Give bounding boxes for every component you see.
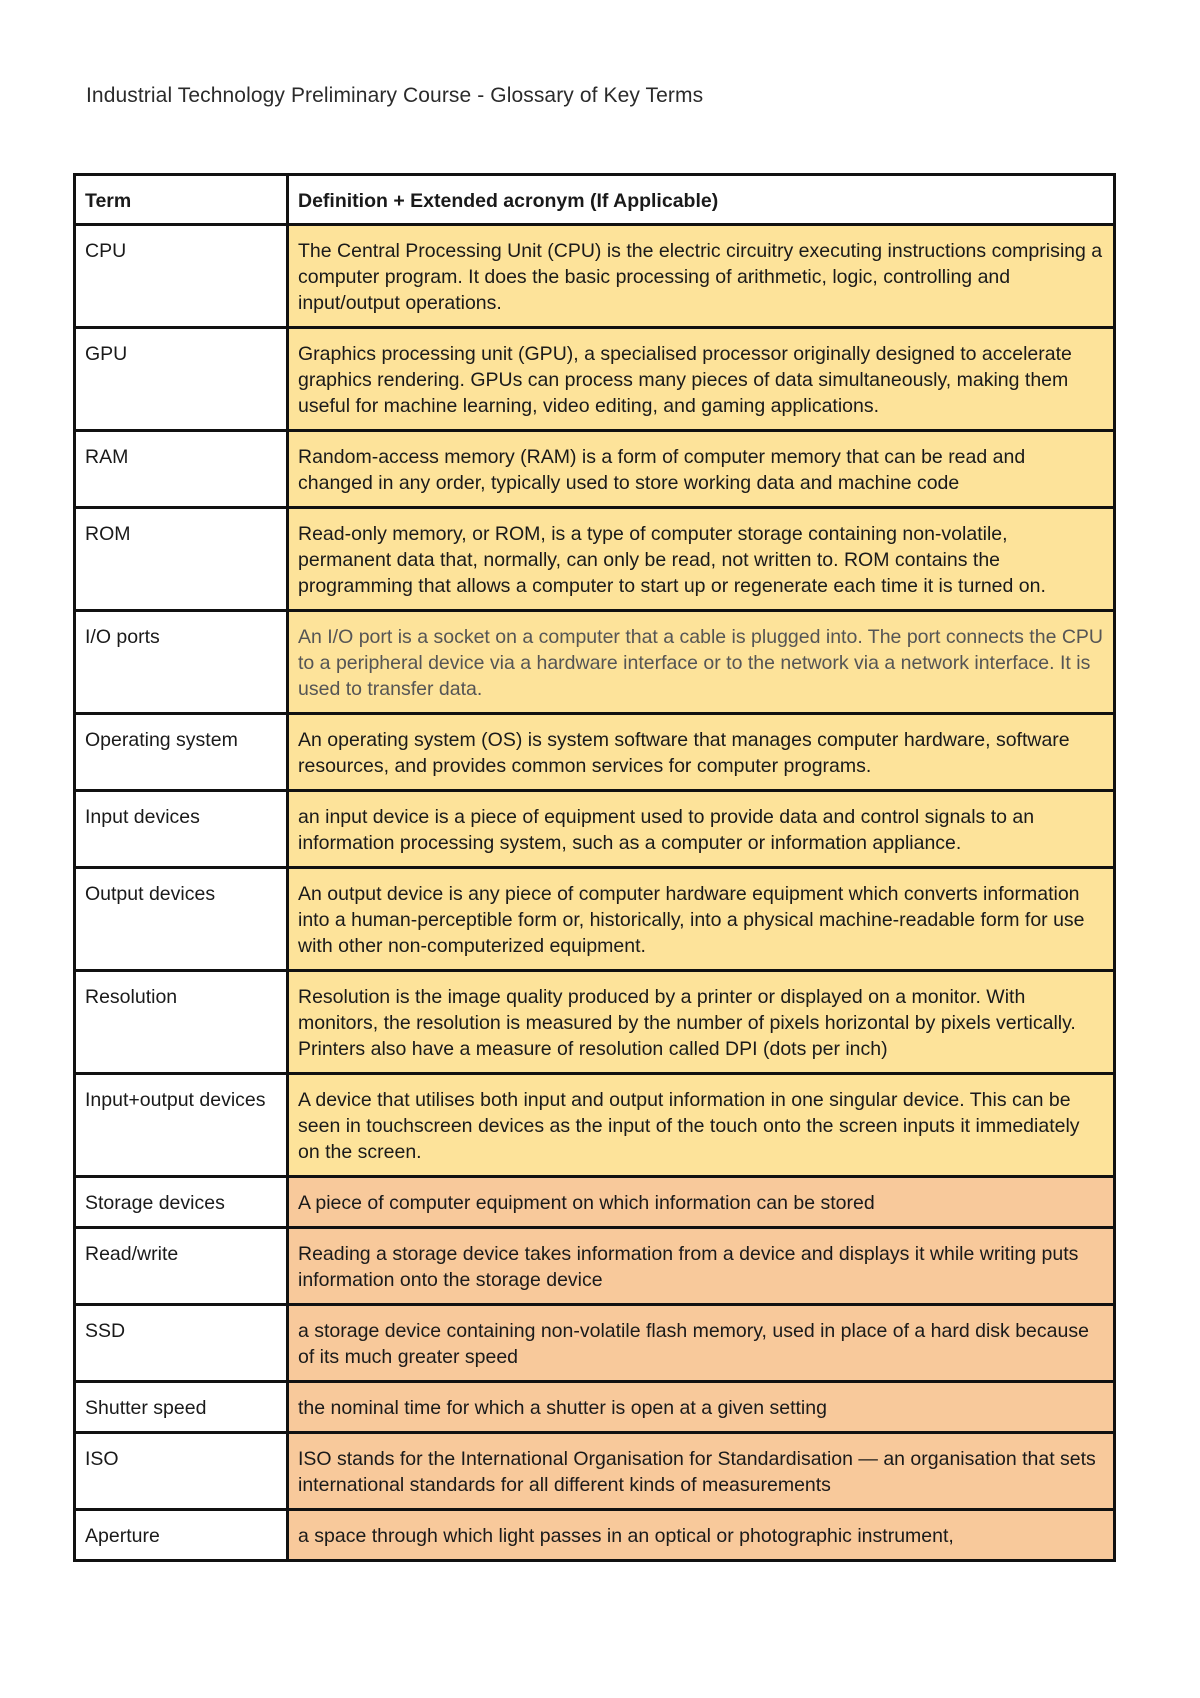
term-cell: Input+output devices (75, 1074, 288, 1177)
definition-cell: A device that utilises both input and output information in one singular device. This can be seen in touchscreen devices as the input of the touch onto the screen inputs it immediately on the screen. (288, 1074, 1115, 1177)
definition-column-header: Definition + Extended acronym (If Applicable) (288, 175, 1115, 225)
definition-cell: an input device is a piece of equipment used to provide data and control signals to an information processing system, such as a computer or information appliance. (288, 791, 1115, 868)
definition-cell: a storage device containing non-volatile flash memory, used in place of a hard disk because of its much greater speed (288, 1305, 1115, 1382)
table-header-row (75, 175, 1115, 225)
term-cell: ISO (75, 1433, 288, 1510)
term-column-header: Term (75, 175, 288, 225)
definition-cell: ISO stands for the International Organisation for Standardisation — an organisation that sets international standards for all different kinds of measurements (288, 1433, 1115, 1510)
term-cell: I/O ports (75, 611, 288, 714)
term-cell: SSD (75, 1305, 288, 1382)
definition-cell: Reading a storage device takes information from a device and displays it while writing puts information onto the storage device (288, 1228, 1115, 1305)
document-title: Industrial Technology Preliminary Course - Glossary of Key Terms (86, 84, 704, 107)
term-cell: RAM (75, 431, 288, 508)
term-cell: Storage devices (75, 1177, 288, 1228)
table-row (75, 1433, 1115, 1510)
table-row (75, 1228, 1115, 1305)
definition-cell: a space through which light passes in an optical or photographic instrument, (288, 1510, 1115, 1561)
table-row (75, 1382, 1115, 1433)
term-cell: Shutter speed (75, 1382, 288, 1433)
definition-cell: the nominal time for which a shutter is open at a given setting (288, 1382, 1115, 1433)
term-cell: Operating system (75, 714, 288, 791)
table-row (75, 328, 1115, 431)
definition-cell: An output device is any piece of computer hardware equipment which converts information into a human-perceptible form or, historically, into a physical machine-readable form for use with other non-computerized equipment. (288, 868, 1115, 971)
term-cell: CPU (75, 225, 288, 328)
definition-cell: An I/O port is a socket on a computer that a cable is plugged into. The port connects the CPU to a peripheral device via a hardware interface or to the network via a network interface. It is used to transfer data. (288, 611, 1115, 714)
term-cell: ROM (75, 508, 288, 611)
term-cell: Resolution (75, 971, 288, 1074)
table-row (75, 225, 1115, 328)
table-row (75, 791, 1115, 868)
table-row (75, 1177, 1115, 1228)
table-row (75, 1510, 1115, 1561)
table-row (75, 431, 1115, 508)
term-cell: Input devices (75, 791, 288, 868)
table-row (75, 868, 1115, 971)
definition-cell: The Central Processing Unit (CPU) is the electric circuitry executing instructions comprising a computer program. It does the basic processing of arithmetic, logic, controlling and input/output operations. (288, 225, 1115, 328)
glossary-table (73, 173, 1116, 1562)
table-row (75, 1074, 1115, 1177)
table-row (75, 1305, 1115, 1382)
definition-cell: An operating system (OS) is system software that manages computer hardware, software resources, and provides common services for computer programs. (288, 714, 1115, 791)
definition-cell: Read-only memory, or ROM, is a type of computer storage containing non-volatile, permanent data that, normally, can only be read, not written to. ROM contains the programming that allows a computer to start up or regenerate each time it is turned on. (288, 508, 1115, 611)
definition-cell: A piece of computer equipment on which information can be stored (288, 1177, 1115, 1228)
term-cell: Read/write (75, 1228, 288, 1305)
term-cell: GPU (75, 328, 288, 431)
definition-cell: Random-access memory (RAM) is a form of computer memory that can be read and changed in any order, typically used to store working data and machine code (288, 431, 1115, 508)
term-cell: Output devices (75, 868, 288, 971)
term-cell: Aperture (75, 1510, 288, 1561)
table-row (75, 971, 1115, 1074)
definition-cell: Graphics processing unit (GPU), a specialised processor originally designed to accelerate graphics rendering. GPUs can process many pieces of data simultaneously, making them useful for machine learning, video editing, and gaming applications. (288, 328, 1115, 431)
table-row (75, 714, 1115, 791)
definition-cell: Resolution is the image quality produced by a printer or displayed on a monitor. With monitors, the resolution is measured by the number of pixels horizontal by pixels vertically. Printers also have a measure of resolution called DPI (dots per inch) (288, 971, 1115, 1074)
table-row (75, 508, 1115, 611)
table-row (75, 611, 1115, 714)
